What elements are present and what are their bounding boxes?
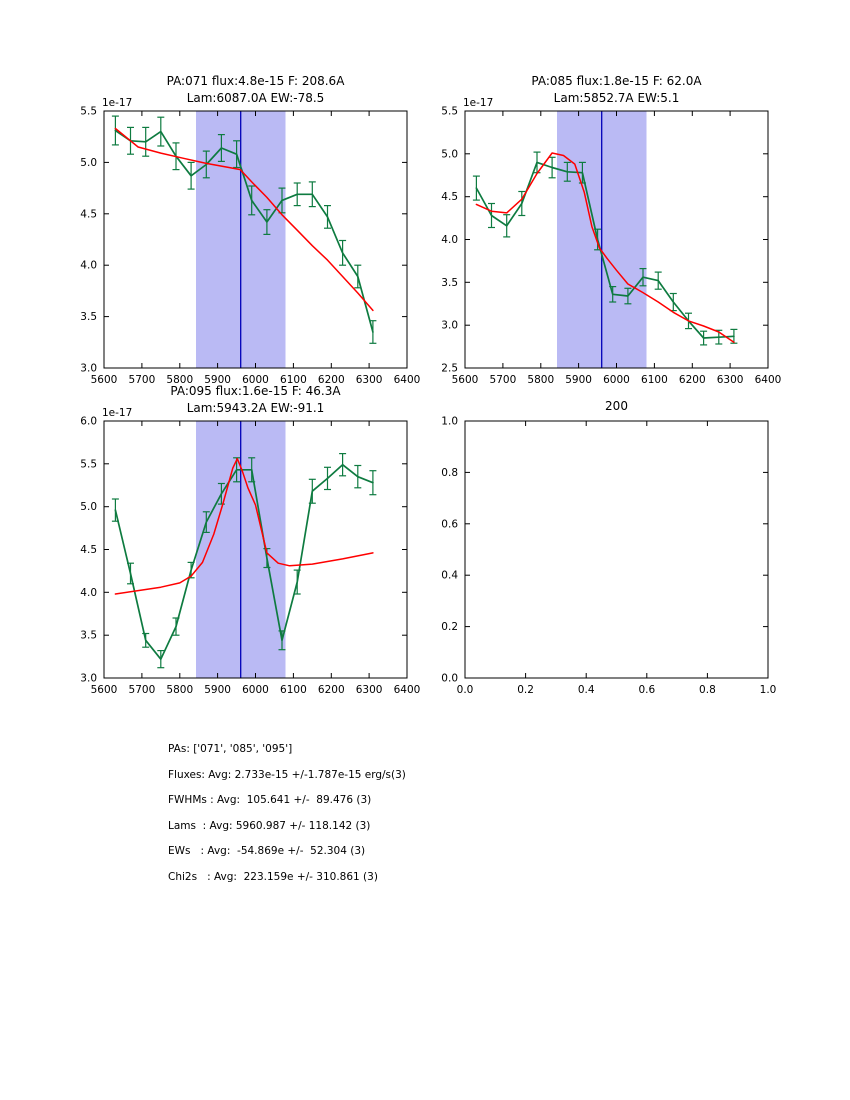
y-tick-label: 3.5 <box>80 311 97 324</box>
y-tick-label: 4.0 <box>80 586 97 599</box>
stats-line-chi2s: Chi2s : Avg: 223.159e +/- 310.861 (3) <box>168 870 378 883</box>
x-tick-label: 5700 <box>489 374 517 386</box>
x-tick-label: 6000 <box>242 684 269 696</box>
subplot-title-line1: PA:095 flux:1.6e-15 F: 46.3A <box>170 384 341 398</box>
y-tick-label: 2.5 <box>441 362 458 375</box>
x-tick-label: 6200 <box>317 684 345 696</box>
x-tick-label: 5900 <box>565 374 592 386</box>
x-tick-label: 0.0 <box>456 684 474 696</box>
subplot-3 <box>441 399 776 696</box>
y-tick-label: 3.5 <box>441 276 458 289</box>
axes-frame <box>465 421 768 678</box>
x-tick-label: 6000 <box>242 374 269 386</box>
y-tick-label: 5.5 <box>80 458 97 471</box>
stats-line-lams: Lams : Avg: 5960.987 +/- 118.142 (3) <box>168 819 371 832</box>
y-tick-label: 4.0 <box>441 234 458 246</box>
x-tick-label: 6100 <box>280 374 307 386</box>
y-tick-label: 0.8 <box>441 466 458 479</box>
y-tick-label: 3.0 <box>441 319 458 332</box>
y-tick-label: 6.0 <box>80 415 97 428</box>
y-tick-label: 4.5 <box>441 191 458 204</box>
axis-offset-label: 1e-17 <box>463 97 494 109</box>
y-tick-label: 4.0 <box>80 259 97 272</box>
x-tick-label: 6300 <box>355 684 383 696</box>
y-tick-label: 0.2 <box>441 621 458 634</box>
x-tick-label: 6200 <box>678 374 706 386</box>
x-tick-label: 0.2 <box>517 684 534 696</box>
y-tick-label: 0.6 <box>441 518 458 531</box>
x-tick-label: 6000 <box>603 374 630 386</box>
axis-offset-label: 1e-17 <box>102 97 133 109</box>
stats-line-ews: EWs : Avg: -54.869e +/- 52.304 (3) <box>168 845 366 857</box>
y-tick-label: 5.0 <box>80 501 97 514</box>
x-tick-label: 5600 <box>90 374 118 386</box>
x-tick-label: 0.6 <box>638 684 656 696</box>
y-tick-label: 3.0 <box>80 672 97 685</box>
x-tick-label: 6400 <box>754 374 782 386</box>
x-tick-label: 6100 <box>641 374 668 386</box>
y-tick-label: 5.5 <box>80 105 97 118</box>
y-tick-label: 5.0 <box>80 156 97 169</box>
subplot-2 <box>80 384 420 696</box>
x-tick-label: 0.8 <box>699 684 716 696</box>
x-tick-label: 5700 <box>128 374 156 386</box>
y-tick-label: 5.0 <box>441 148 458 161</box>
x-tick-label: 6200 <box>317 374 345 386</box>
subplot-title-line1: PA:071 flux:4.8e-15 F: 208.6A <box>166 74 345 88</box>
x-tick-label: 5800 <box>527 374 555 386</box>
subplot-1 <box>441 74 781 386</box>
x-tick-label: 5800 <box>166 374 194 386</box>
x-tick-label: 6300 <box>716 374 744 386</box>
x-tick-label: 5900 <box>204 684 231 696</box>
subplot-title-line2: Lam:6087.0A EW:-78.5 <box>186 91 325 105</box>
subplot-title-line1: PA:085 flux:1.8e-15 F: 62.0A <box>531 74 702 88</box>
y-tick-label: 3.5 <box>80 629 97 642</box>
x-tick-label: 5800 <box>166 684 194 696</box>
subplot-0 <box>80 74 420 386</box>
y-tick-label: 4.5 <box>80 544 97 556</box>
y-tick-label: 0.4 <box>441 569 458 582</box>
x-tick-label: 1.0 <box>759 684 777 696</box>
subplot-title: 200 <box>605 399 628 413</box>
y-tick-label: 0.0 <box>441 672 458 685</box>
x-tick-label: 5700 <box>128 684 156 696</box>
x-tick-label: 5600 <box>90 684 118 696</box>
axis-offset-label: 1e-17 <box>102 407 133 419</box>
y-tick-label: 1.0 <box>441 415 458 428</box>
x-tick-label: 5600 <box>451 374 479 386</box>
x-tick-label: 6400 <box>393 374 421 386</box>
x-tick-label: 6400 <box>393 684 421 696</box>
subplot-title-line2: Lam:5852.7A EW:5.1 <box>553 91 680 105</box>
stats-line-pas: PAs: ['071', '085', '095'] <box>168 743 293 755</box>
stats-line-fluxes: Fluxes: Avg: 2.733e-15 +/-1.787e-15 erg/s(3) <box>168 768 406 781</box>
x-tick-label: 0.4 <box>577 684 595 696</box>
subplot-title-line2: Lam:5943.2A EW:-91.1 <box>186 401 325 415</box>
y-tick-label: 4.5 <box>80 208 97 221</box>
stats-line-fwhms: FWHMs : Avg: 105.641 +/- 89.476 (3) <box>168 794 372 806</box>
x-tick-label: 6300 <box>355 374 383 386</box>
y-tick-label: 5.5 <box>441 105 458 118</box>
x-tick-label: 6100 <box>280 684 307 696</box>
x-tick-label: 5900 <box>204 374 231 386</box>
y-tick-label: 3.0 <box>80 362 97 375</box>
